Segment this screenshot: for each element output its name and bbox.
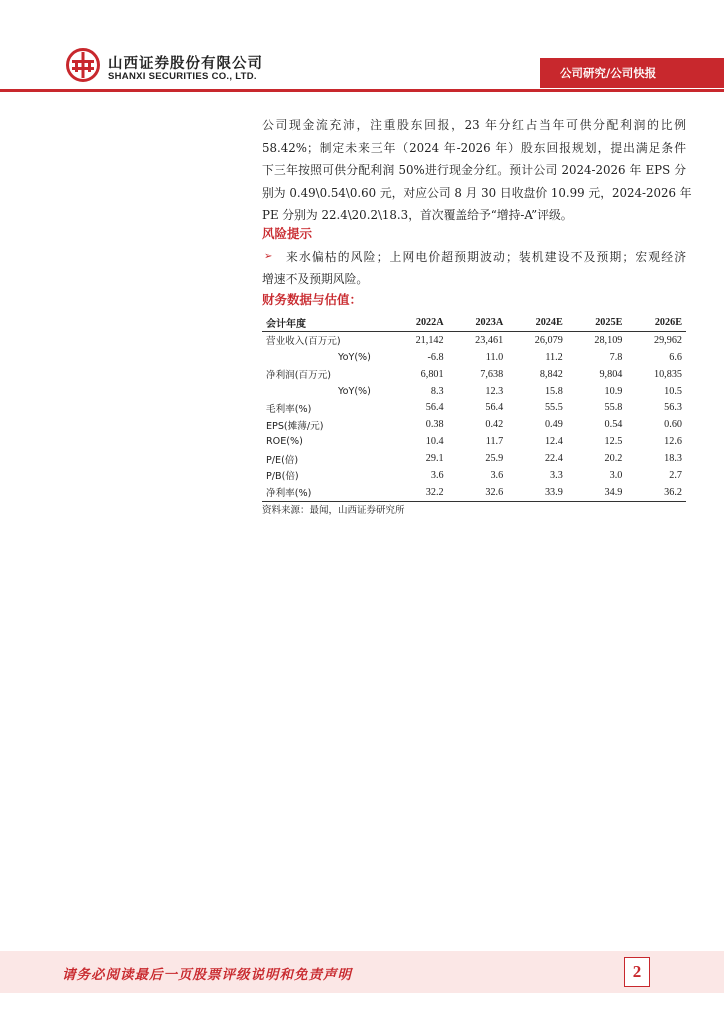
company-name-en: SHANXI SECURITIES CO., LTD. xyxy=(108,71,257,82)
paragraph-line: 公司现金流充沛，注重股东回报，23 年分红占当年可供分配利润的比例 xyxy=(262,118,686,132)
header-cell: 2022A xyxy=(388,312,448,331)
header-cell: 会计年度 xyxy=(262,312,388,331)
financial-title: 财务数据与估值： xyxy=(262,292,363,307)
header-cell: 2026E xyxy=(626,312,686,331)
table-cell: 10.9 xyxy=(604,385,623,397)
page-footer xyxy=(0,951,724,993)
row-label: P/E(倍) xyxy=(266,454,299,466)
table-cell: 3.0 xyxy=(609,469,623,481)
company-name-cn: 山西证券股份有限公司 xyxy=(108,56,263,72)
row-label: EPS(摊薄/元) xyxy=(266,420,324,432)
table-cell: 10.4 xyxy=(425,436,444,448)
paragraph-line: 58.42%；制定未来三年（2024 年-2026 年）股东回报规划，提出满足条件 xyxy=(262,140,686,155)
table-cell: 28,109 xyxy=(594,334,623,346)
disclaimer-text: 请务必阅读最后一页股票评级说明和免责声明 xyxy=(62,967,352,983)
table-row xyxy=(262,366,686,383)
table-cell: 32.6 xyxy=(448,484,508,501)
table-cell: 7,638 xyxy=(480,368,504,380)
table-cell: 2.7 xyxy=(669,469,682,481)
table-cell: 9,804 xyxy=(599,368,623,380)
header-rule xyxy=(0,89,724,92)
header-cell: 2023A xyxy=(448,312,508,331)
row-label: YoY(%) xyxy=(338,351,371,363)
table-cell: 20.2 xyxy=(604,453,623,465)
table-cell: 22.4 xyxy=(544,453,563,465)
table-cell: 0.49 xyxy=(544,419,563,431)
table-row xyxy=(262,467,686,484)
table-cell: 26,079 xyxy=(534,334,563,346)
table-cell: 3.6 xyxy=(430,469,444,481)
table-cell: 18.3 xyxy=(664,453,682,465)
table-cell: 8.3 xyxy=(430,385,444,397)
table-cell: 7.8 xyxy=(609,351,623,363)
row-label: 净利润(百万元) xyxy=(266,370,332,382)
table-cell: 56.4 xyxy=(425,402,444,414)
risk-line: 增速不及预期风险。 xyxy=(262,272,369,286)
data-source-note: 资料来源：最闻，山西证券研究所 xyxy=(262,505,405,516)
table-row xyxy=(262,349,686,366)
table-cell: 12.5 xyxy=(604,436,623,448)
page-header xyxy=(0,0,724,96)
table-cell: 3.6 xyxy=(490,469,504,481)
row-label: 毛利率(%) xyxy=(266,403,312,415)
table-cell: 33.9 xyxy=(507,484,567,501)
table-cell: 10,835 xyxy=(653,368,682,380)
paragraph-line: 别为 0.49\0.54\0.60 元，对应公司 8 月 30 日收盘价 10.99 元，2024-2026 年 xyxy=(262,185,692,200)
table-row xyxy=(262,383,686,400)
table-header-row xyxy=(262,312,686,331)
table-row xyxy=(262,450,686,467)
table-cell: 15.8 xyxy=(544,385,563,397)
table-cell: 10.5 xyxy=(664,385,682,397)
table-cell: 6.6 xyxy=(669,351,682,363)
row-label: P/B(倍) xyxy=(266,471,299,483)
table-cell: 6,801 xyxy=(420,368,444,380)
risk-list xyxy=(262,246,686,290)
valuation-paragraph xyxy=(262,114,692,227)
table-cell: 0.42 xyxy=(485,419,504,431)
table-cell: 32.2 xyxy=(388,484,448,501)
risk-title: 风险提示 xyxy=(262,226,313,241)
table-cell: 56.3 xyxy=(664,402,682,414)
risk-line: 来水偏枯的风险；上网电价超预期波动；装机建设不及预期；宏观经济 xyxy=(286,250,686,264)
arrow-bullet-icon: ➢ xyxy=(264,251,273,262)
table-cell: -6.8 xyxy=(427,351,444,363)
table-cell: 34.9 xyxy=(567,484,627,501)
table-cell: 0.54 xyxy=(604,419,623,431)
table-cell: 25.9 xyxy=(485,453,504,465)
table-cell: 29,962 xyxy=(653,334,682,346)
paragraph-line: PE 分别为 22.4\20.2\18.3，首次覆盖给予“增持-A”评级。 xyxy=(262,208,573,222)
table-cell: 23,461 xyxy=(475,334,504,346)
table-cell: 12.4 xyxy=(544,436,563,448)
table-cell: 11.0 xyxy=(485,351,504,363)
shanxi-securities-logo-icon xyxy=(66,48,100,82)
table-cell: 21,142 xyxy=(415,334,444,346)
table-cell: 56.4 xyxy=(485,402,504,414)
table-cell: 0.60 xyxy=(664,419,682,431)
row-label: 营业收入(百万元) xyxy=(266,336,341,348)
table-cell: 12.3 xyxy=(485,385,504,397)
table-cell: 11.7 xyxy=(485,436,504,448)
table-cell: 11.2 xyxy=(545,351,563,363)
table-cell: 12.6 xyxy=(664,436,682,448)
table-cell: 3.3 xyxy=(550,469,563,481)
row-label: ROE(%) xyxy=(266,436,303,448)
table-cell: 29.1 xyxy=(425,453,444,465)
table-cell: 0.38 xyxy=(425,419,444,431)
table-cell: 55.8 xyxy=(604,402,623,414)
table-row xyxy=(262,416,686,433)
financial-table xyxy=(262,312,686,502)
table-row xyxy=(262,331,686,348)
report-type-tag: 公司研究/公司快报 xyxy=(540,58,724,88)
header-cell: 2025E xyxy=(567,312,627,331)
row-label: YoY(%) xyxy=(338,385,371,397)
row-label: 净利率(%) xyxy=(262,484,388,501)
table-row xyxy=(262,399,686,416)
table-cell: 36.2 xyxy=(626,484,686,501)
table-cell: 55.5 xyxy=(544,402,563,414)
page-number: 2 xyxy=(624,957,650,987)
table-row xyxy=(262,433,686,450)
header-cell: 2024E xyxy=(507,312,567,331)
paragraph-line: 下三年按照可供分配利润 50%进行现金分红。预计公司 2024-2026 年 EPS 分 xyxy=(262,163,686,177)
table-row xyxy=(262,484,686,501)
table-cell: 8,842 xyxy=(539,368,563,380)
